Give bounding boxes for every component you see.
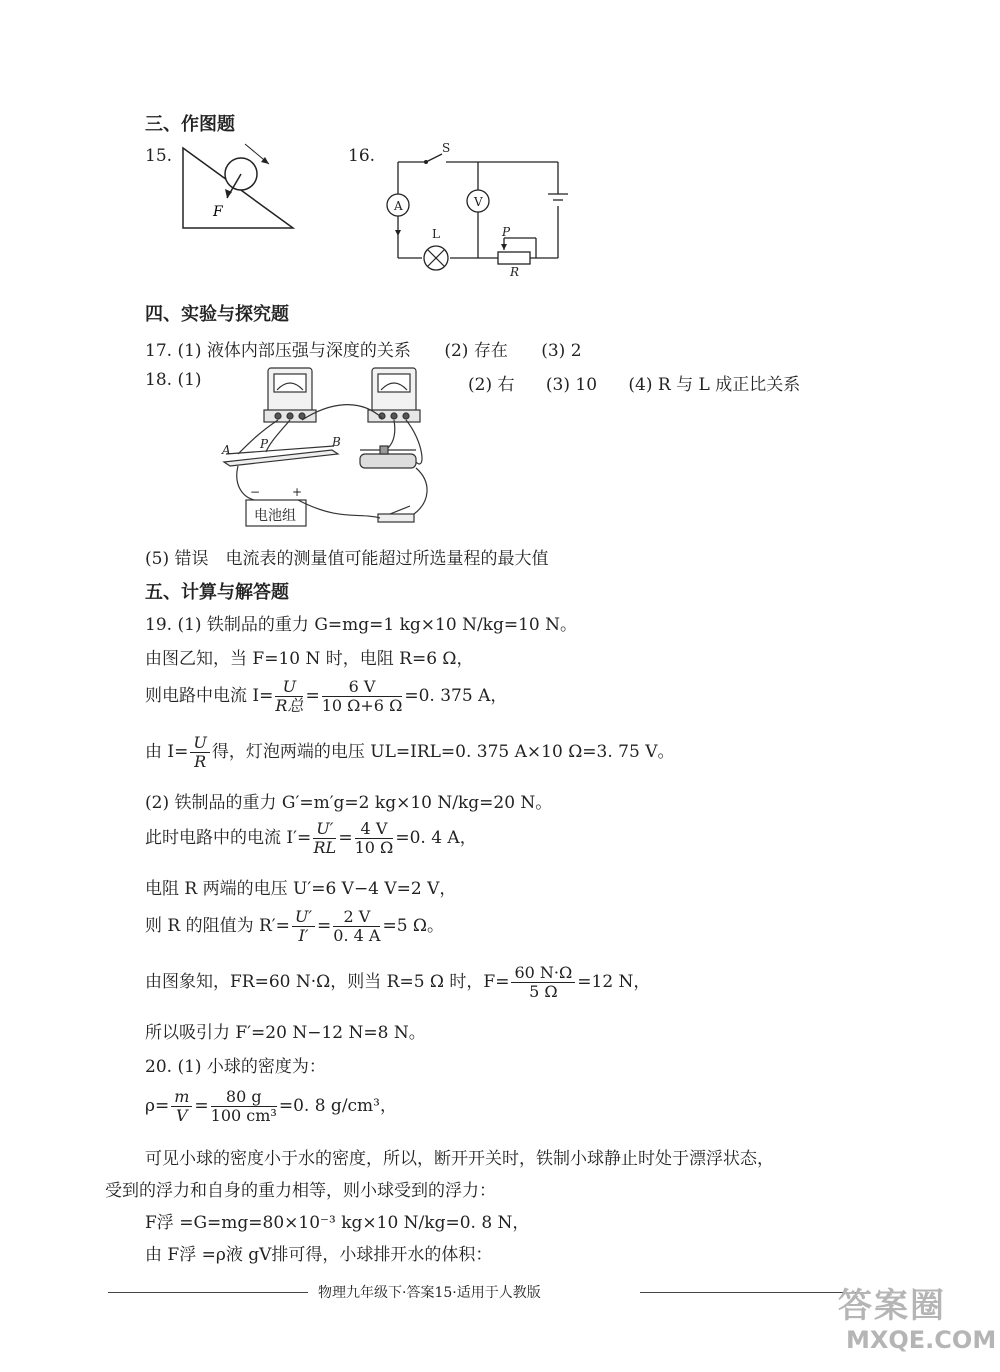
frac-numerator: 80 g [211,1088,277,1107]
lamp-label: L [432,227,440,241]
frac-numerator: 2 V [333,908,380,927]
q19-line-9 [145,964,650,1001]
question-17 [145,336,582,361]
q19-l3-result: =0. 375 A， [404,686,508,706]
q20-line-5: F浮 =G=mg=80×10⁻³ kg×10 N/kg=0. 8 N， [145,1213,530,1233]
force-label: F [213,204,223,220]
frac-numerator: U′ [292,908,315,927]
q18-answers [468,370,800,395]
rheostat-label: R [510,265,520,278]
frac-denominator: R [194,752,207,771]
q17-number: 17. [145,341,173,361]
label-b: B [332,435,341,449]
q20-line-1: 20. (1) 小球的密度为： [145,1057,326,1077]
q17-part1: (1) 液体内部压强与深度的关系 [177,341,411,361]
section-heading-3: 三、作图题 [145,114,235,135]
q18-part2: (2) 右 [468,375,515,395]
q19-l4-text: 由 I= [145,742,189,762]
q19-line-2: 由图乙知，当 F=10 N 时，电阻 R=6 Ω， [145,649,474,669]
frac-denominator: 0. 4 A [333,926,381,945]
q19-l9-result: =12 N， [577,972,651,992]
watermark-url: MXQE.COM [846,1326,997,1354]
frac-numerator: 60 N·Ω [511,964,575,983]
q18-part1: (1) [177,370,202,390]
frac-denominator: 5 Ω [529,982,558,1001]
ammeter-label: A [394,199,403,213]
q17-part2: (2) 存在 [444,341,508,361]
label-a: A [222,443,231,457]
q20-line-6: 由 F浮 =ρ液 gV排可得，小球排开水的体积： [145,1245,493,1265]
q19-line-1: 19. (1) 铁制品的重力 G=mg=1 kg×10 N/kg=10 N。 [145,615,578,635]
question-18 [145,370,202,390]
q18-part5: (5) 错误 电流表的测量值可能超过所选量程的最大值 [145,549,549,569]
section-heading-5: 五、计算与解答题 [145,582,289,603]
frac-numerator: U [275,678,303,697]
q19-l4-result: 得，灯泡两端的电压 UL=IRL=0. 375 A×10 Ω=3. 75 V。 [211,742,675,762]
frac-denominator: RL [313,838,337,857]
q20-line-4: 受到的浮力和自身的重力相等，则小球受到的浮力： [105,1181,496,1201]
q18-part4: (4) R 与 L 成正比关系 [628,375,801,395]
frac-denominator: I′ [298,926,309,945]
frac-numerator: 6 V [322,678,403,697]
frac-denominator: R总 [275,696,304,715]
label-minus: − [250,485,261,499]
switch-label: S [442,141,451,155]
label-plus: + [292,485,303,499]
frac-numerator: m [171,1088,192,1107]
q19-line-5: (2) 铁制品的重力 G′=m′g=2 kg×10 N/kg=20 N。 [145,793,553,813]
footer-rule-left [108,1292,308,1293]
q19-line-8: 则 R 的阻值为 R′= $\frac{U'}{I'}$ = $\frac{2 V}{0. 4 A}$ =5 Ω。 [145,907,445,945]
frac-numerator: 4 V [355,820,394,839]
footer-rule-right [640,1292,870,1293]
q19-line-10: 所以吸引力 F′=20 N−12 N=8 N。 [145,1023,426,1043]
q20-l2-text: ρ= [145,1096,170,1116]
q19-l8-result: =5 Ω。 [382,916,445,936]
label-p: P [260,437,269,451]
page-footer: 物理九年级下·答案15·适用于人教版 [318,1285,541,1301]
q19-l6-result: =0. 4 A， [395,828,477,848]
q20-l2-result: =0. 8 g/cm³， [278,1096,397,1116]
frac-numerator: U′ [313,820,336,839]
battery-label: 电池组 [254,508,296,524]
question-number-16: 16. [348,146,376,166]
frac-denominator: 100 cm³ [210,1106,277,1125]
question-number-15: 15. [145,146,173,166]
frac-denominator: V [176,1106,188,1125]
q18-number: 18. [145,370,173,390]
q17-part3: (3) 2 [541,341,582,361]
q19-line-4 [145,734,674,771]
circuit-diagram [380,138,580,278]
q19-l8-text: 则 R 的阻值为 R′= [145,916,290,936]
q19-line-7: 电阻 R 两端的电压 U′=6 V−4 V=2 V， [145,879,457,899]
q19-l3-text: 则电路中电流 I= [145,686,274,706]
q18-part3: (3) 10 [545,375,598,395]
q19-line-3: 则电路中电流 I= $\frac{U}{\text{R总}}$ = $\frac{6 V}{10 \Omega+6 \Omega}$ =0. 375 A， [145,677,508,715]
slider-label: P [502,225,511,239]
voltmeter-label: V [474,195,483,209]
incline-diagram [175,140,305,240]
experiment-apparatus-diagram [220,362,450,534]
frac-denominator: 10 Ω [354,838,394,857]
q19-line-6: 此时电路中的电流 I′= $\frac{U'}{RL}$ = $\frac{4 V}{10 \Omega}$ =0. 4 A， [145,819,477,857]
frac-numerator: U [190,734,209,753]
q19-l9-text: 由图象知，FR=60 N·Ω，则当 R=5 Ω 时，F= [145,972,510,992]
frac-denominator: 10 Ω+6 Ω [321,696,403,715]
q20-line-3: 可见小球的密度小于水的密度，所以，断开开关时，铁制小球静止时处于漂浮状态， [145,1149,774,1169]
q19-l6-text: 此时电路中的电流 I′= [145,828,312,848]
q20-line-2: ρ= $\frac{m}{V}$ = $\frac{80 g}{\text{100 cm³}}$ =0. 8 g/cm³， [145,1087,397,1125]
watermark-logo: 答案圈 [838,1286,946,1326]
section-heading-4: 四、实验与探究题 [145,304,289,325]
